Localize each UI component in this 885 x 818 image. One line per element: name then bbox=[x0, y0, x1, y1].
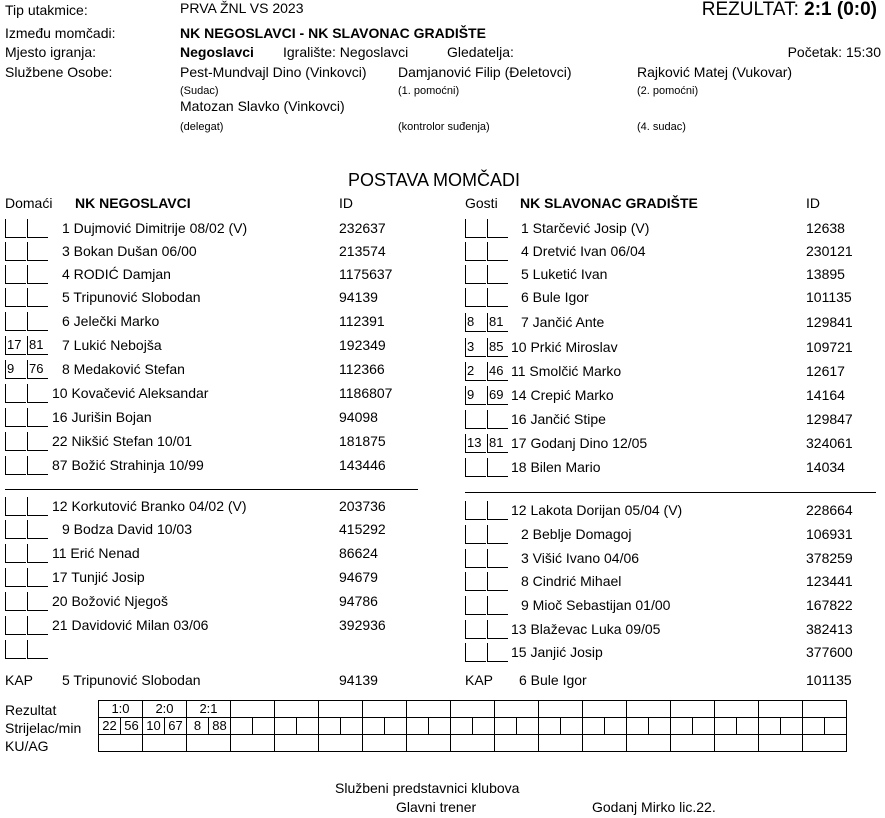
home-sub-in-box bbox=[5, 408, 26, 427]
official-role: (4. sudac) bbox=[637, 121, 686, 133]
scorer-cell bbox=[363, 718, 385, 735]
official-name: Rajković Matej (Vukovar) bbox=[637, 64, 793, 80]
scorer-cell bbox=[759, 718, 781, 735]
result-row-label: Rezultat bbox=[5, 702, 57, 718]
score-cell bbox=[671, 701, 715, 718]
away-sub-min-box: 69 bbox=[487, 386, 508, 405]
score-cell bbox=[363, 701, 407, 718]
start-time: Početak: 15:30 bbox=[787, 44, 881, 60]
away-sub-min-box bbox=[487, 525, 508, 544]
home-sub-in-box bbox=[5, 520, 26, 539]
away-player-name: 17 Godanj Dino 12/05 bbox=[511, 435, 648, 451]
home-sub-in-box bbox=[5, 288, 26, 307]
official-name: Matozan Slavko (Vinkovci) bbox=[180, 98, 345, 114]
scorer-cell bbox=[605, 718, 627, 735]
kuag-cell bbox=[539, 735, 583, 752]
home-player-name: 9 Bodza David 10/03 bbox=[62, 521, 192, 537]
home-player-name: 16 Jurišin Bojan bbox=[52, 409, 152, 425]
away-player-id: 14034 bbox=[806, 459, 845, 475]
home-sub-min-box bbox=[27, 456, 48, 475]
home-player-id: 94786 bbox=[339, 593, 378, 609]
result-label: REZULTAT: bbox=[701, 0, 799, 20]
kuag-cell bbox=[451, 735, 495, 752]
home-player-id: 181875 bbox=[339, 433, 386, 449]
home-player-id: 232637 bbox=[339, 220, 386, 236]
home-sub-in-box bbox=[5, 497, 26, 516]
scorer-cell bbox=[297, 718, 319, 735]
away-player-id: 378259 bbox=[806, 550, 853, 566]
away-sub-in-box bbox=[465, 242, 486, 261]
home-player-id: 392936 bbox=[339, 617, 386, 633]
away-player-id: 106931 bbox=[806, 526, 853, 542]
away-sub-min-box bbox=[487, 265, 508, 284]
away-sub-in-box bbox=[465, 219, 486, 238]
scorer-cell bbox=[319, 718, 341, 735]
official-role: (kontrolor suđenja) bbox=[398, 121, 490, 133]
home-sub-min-box: 76 bbox=[27, 360, 48, 379]
away-captain-id: 101135 bbox=[806, 672, 852, 688]
scorer-cell: 8 bbox=[187, 718, 209, 735]
score-cell bbox=[495, 701, 539, 718]
scorer-cell bbox=[671, 718, 693, 735]
kuag-cell bbox=[583, 735, 627, 752]
home-label: Domaći bbox=[5, 195, 53, 211]
home-player-id: 112366 bbox=[339, 361, 385, 377]
home-sub-min-box bbox=[27, 265, 48, 284]
home-player-id: 143446 bbox=[339, 457, 386, 473]
scorer-cell bbox=[781, 718, 803, 735]
official-name: Damjanović Filip (Đeletovci) bbox=[398, 64, 572, 80]
scorer-cell bbox=[715, 718, 737, 735]
away-player-id: 14164 bbox=[806, 387, 845, 403]
home-sub-in-box bbox=[5, 456, 26, 475]
away-player-name: 13 Blaževac Luka 09/05 bbox=[511, 621, 661, 637]
spectators: Gledatelja: bbox=[447, 44, 514, 60]
home-player-name: 20 Božović Njegoš bbox=[52, 593, 168, 609]
section-title: POSTAVA MOMČADI bbox=[348, 170, 521, 190]
home-sub-min-box bbox=[27, 520, 48, 539]
home-player-id: 1186807 bbox=[339, 385, 393, 401]
kuag-cell bbox=[99, 735, 143, 752]
home-sub-in-box bbox=[5, 312, 26, 331]
kuag-cell bbox=[759, 735, 803, 752]
official-name: Pest-Mundvajl Dino (Vinkovci) bbox=[180, 64, 367, 80]
kuag-row-label: KU/AG bbox=[5, 738, 49, 754]
score-cell: 2:1 bbox=[187, 701, 231, 718]
kuag-cell bbox=[275, 735, 319, 752]
home-player-name: 12 Korkutović Branko 04/02 (V) bbox=[52, 498, 247, 514]
away-player-name: 15 Janjić Josip bbox=[511, 644, 603, 660]
home-captain-id: 94139 bbox=[339, 672, 378, 688]
away-sub-min-box bbox=[487, 596, 508, 615]
away-sub-in-box: 3 bbox=[465, 338, 486, 357]
home-player-id: 86624 bbox=[339, 545, 378, 561]
officials-label: Službene Osobe: bbox=[5, 64, 113, 80]
kuag-cell bbox=[363, 735, 407, 752]
official-role: (1. pomoćni) bbox=[398, 85, 460, 97]
away-label: Gosti bbox=[465, 195, 498, 211]
home-sub-min-box bbox=[27, 616, 48, 635]
kuag-cell bbox=[231, 735, 275, 752]
away-sub-in-box: 2 bbox=[465, 362, 486, 381]
home-sub-min-box bbox=[27, 408, 48, 427]
home-player-name: 1 Dujmović Dimitrije 08/02 (V) bbox=[62, 220, 248, 236]
away-team-name: NK SLAVONAC GRADIŠTE bbox=[520, 195, 698, 211]
away-player-name: 5 Luketić Ivan bbox=[521, 266, 608, 282]
coach-label: Glavni trener bbox=[396, 799, 477, 815]
away-player-id: 129847 bbox=[806, 411, 853, 427]
away-sub-in-box bbox=[465, 596, 486, 615]
scorer-cell bbox=[451, 718, 473, 735]
kuag-cell bbox=[495, 735, 539, 752]
home-sub-min-box bbox=[27, 544, 48, 563]
away-sub-min-box bbox=[487, 620, 508, 639]
away-sub-in-box bbox=[465, 458, 486, 477]
home-sub-in-box bbox=[5, 568, 26, 587]
kuag-cell bbox=[319, 735, 363, 752]
scorer-cell bbox=[473, 718, 495, 735]
away-sub-min-box bbox=[487, 288, 508, 307]
scorer-cell bbox=[803, 718, 825, 735]
home-sub-min-box bbox=[27, 568, 48, 587]
results-table bbox=[98, 700, 847, 752]
away-player-name: 11 Smolčić Marko bbox=[511, 363, 622, 379]
home-player-name: 8 Medaković Stefan bbox=[62, 361, 185, 377]
home-player-name: 11 Erić Nenad bbox=[52, 545, 140, 561]
away-player-name: 18 Bilen Mario bbox=[511, 459, 601, 475]
match-type-label: Tip utakmice: bbox=[5, 2, 88, 18]
away-sub-in-box bbox=[465, 620, 486, 639]
home-captain-label: KAP bbox=[5, 672, 34, 688]
kuag-cell bbox=[627, 735, 671, 752]
match-type: PRVA ŽNL VS 2023 bbox=[180, 0, 304, 16]
score-cell bbox=[627, 701, 671, 718]
home-sub-in-box bbox=[5, 592, 26, 611]
scorer-cell bbox=[385, 718, 407, 735]
away-player-id: 13895 bbox=[806, 266, 845, 282]
scorer-cell bbox=[495, 718, 517, 735]
official-role: (2. pomoćni) bbox=[637, 85, 699, 97]
kuag-cell bbox=[803, 735, 847, 752]
home-sub-min-box bbox=[27, 432, 48, 451]
away-sub-in-box: 13 bbox=[465, 434, 486, 453]
away-sub-in-box bbox=[465, 643, 486, 662]
away-player-name: 14 Crepić Marko bbox=[511, 387, 614, 403]
away-sub-min-box bbox=[487, 219, 508, 238]
scorer-cell bbox=[407, 718, 429, 735]
away-player-id: 12617 bbox=[806, 363, 845, 379]
score-cell bbox=[715, 701, 759, 718]
away-sub-min-box bbox=[487, 572, 508, 591]
venue-label: Mjesto igranja: bbox=[5, 44, 97, 60]
home-sub-min-box bbox=[27, 384, 48, 403]
home-player-name: 10 Kovačević Aleksandar bbox=[52, 385, 209, 401]
between-teams: NK NEGOSLAVCI - NK SLAVONAC GRADIŠTE bbox=[180, 25, 486, 41]
scorer-row-label: Strijelac/min bbox=[5, 720, 82, 736]
scorer-cell bbox=[275, 718, 297, 735]
away-sub-min-box: 85 bbox=[487, 338, 508, 357]
away-player-name: 7 Jančić Ante bbox=[521, 314, 605, 330]
away-sub-in-box: 9 bbox=[465, 386, 486, 405]
home-player-id: 94139 bbox=[339, 289, 378, 305]
home-sub-in-box bbox=[5, 616, 26, 635]
score-cell bbox=[407, 701, 451, 718]
result-header bbox=[702, 0, 877, 21]
home-player-id: 203736 bbox=[339, 498, 386, 514]
away-player-id: 109721 bbox=[806, 339, 853, 355]
away-player-name: 4 Dretvić Ivan 06/04 bbox=[521, 243, 646, 259]
away-sub-min-box bbox=[487, 458, 508, 477]
scorer-cell bbox=[737, 718, 759, 735]
away-player-id: 230121 bbox=[806, 243, 853, 259]
away-sub-in-box bbox=[465, 501, 486, 520]
away-player-name: 6 Bule Igor bbox=[521, 289, 589, 305]
result-value: 2:1 (0:0) bbox=[804, 0, 877, 20]
home-player-id: 213574 bbox=[339, 243, 386, 259]
home-player-name: 3 Bokan Dušan 06/00 bbox=[62, 243, 197, 259]
home-divider bbox=[5, 489, 418, 490]
home-player-name: 4 RODIĆ Damjan bbox=[62, 266, 171, 282]
away-sub-in-box bbox=[465, 288, 486, 307]
scorer-cell bbox=[517, 718, 539, 735]
home-player-name: 6 Jelečki Marko bbox=[62, 313, 160, 329]
away-player-id: 101135 bbox=[806, 289, 852, 305]
scorer-cell bbox=[825, 718, 847, 735]
home-sub-min-box bbox=[27, 312, 48, 331]
away-player-name: 1 Starčević Josip (V) bbox=[521, 220, 650, 236]
kuag-cell bbox=[407, 735, 451, 752]
home-team-name: NK NEGOSLAVCI bbox=[75, 195, 191, 211]
away-player-name: 10 Prkić Miroslav bbox=[511, 339, 618, 355]
away-player-id: 377600 bbox=[806, 644, 853, 660]
away-sub-in-box: 8 bbox=[465, 313, 486, 332]
between-label: Između momčadi: bbox=[5, 25, 116, 41]
home-sub-in-box bbox=[5, 640, 26, 659]
home-sub-in-box bbox=[5, 544, 26, 563]
away-sub-min-box bbox=[487, 501, 508, 520]
home-sub-in-box bbox=[5, 384, 26, 403]
home-player-id: 112391 bbox=[339, 313, 385, 329]
away-sub-min-box bbox=[487, 549, 508, 568]
away-player-id: 12638 bbox=[806, 220, 845, 236]
score-cell bbox=[451, 701, 495, 718]
away-sub-in-box bbox=[465, 572, 486, 591]
score-cell bbox=[759, 701, 803, 718]
away-player-name: 3 Višić Ivano 04/06 bbox=[521, 550, 640, 566]
home-player-name: 17 Tunjić Josip bbox=[52, 569, 145, 585]
scorer-cell bbox=[583, 718, 605, 735]
kuag-cell bbox=[187, 735, 231, 752]
away-player-id: 129841 bbox=[806, 314, 853, 330]
club-representatives: Službeni predstavnici klubova bbox=[335, 780, 520, 796]
home-sub-in-box bbox=[5, 432, 26, 451]
home-sub-min-box bbox=[27, 592, 48, 611]
score-cell bbox=[803, 701, 847, 718]
home-player-id: 415292 bbox=[339, 521, 386, 537]
away-sub-in-box bbox=[465, 410, 486, 429]
score-cell bbox=[275, 701, 319, 718]
away-captain: 6 Bule Igor bbox=[519, 672, 587, 688]
away-player-id: 228664 bbox=[806, 502, 853, 518]
away-player-id: 167822 bbox=[806, 597, 853, 613]
away-player-id: 382413 bbox=[806, 621, 853, 637]
home-sub-in-box bbox=[5, 219, 26, 238]
scorer-cell: 56 bbox=[121, 718, 143, 735]
home-player-name: 5 Tripunović Slobodan bbox=[62, 289, 201, 305]
scorer-cell bbox=[253, 718, 275, 735]
scorer-cell bbox=[429, 718, 451, 735]
scorer-cell bbox=[231, 718, 253, 735]
home-player-name: 22 Nikšić Stefan 10/01 bbox=[52, 433, 193, 449]
home-player-name: 21 Davidović Milan 03/06 bbox=[52, 617, 209, 633]
score-cell bbox=[319, 701, 363, 718]
home-player-id: 94098 bbox=[339, 409, 378, 425]
score-cell: 2:0 bbox=[143, 701, 187, 718]
away-sub-in-box bbox=[465, 525, 486, 544]
away-sub-min-box: 46 bbox=[487, 362, 508, 381]
home-sub-min-box bbox=[27, 242, 48, 261]
pitch: Igralište: Negoslavci bbox=[283, 44, 409, 60]
kuag-cell bbox=[671, 735, 715, 752]
away-sub-min-box bbox=[487, 242, 508, 261]
home-player-id: 94679 bbox=[339, 569, 378, 585]
away-player-name: 12 Lakota Dorijan 05/04 (V) bbox=[511, 502, 683, 518]
home-sub-min-box bbox=[27, 288, 48, 307]
home-sub-in-box: 9 bbox=[5, 360, 26, 379]
scorer-cell: 10 bbox=[143, 718, 165, 735]
home-player-id: 1175637 bbox=[339, 266, 393, 282]
away-player-name: 2 Beblje Domagoj bbox=[521, 526, 632, 542]
official-role: (delegat) bbox=[180, 121, 224, 133]
scorer-cell bbox=[341, 718, 363, 735]
away-sub-min-box: 81 bbox=[487, 313, 508, 332]
coach-name: Godanj Mirko lic.22. bbox=[592, 799, 716, 815]
scorer-cell: 22 bbox=[99, 718, 121, 735]
away-sub-min-box bbox=[487, 410, 508, 429]
home-player-id: 192349 bbox=[339, 337, 386, 353]
home-sub-in-box bbox=[5, 265, 26, 284]
home-sub-min-box bbox=[27, 497, 48, 516]
scorer-cell: 67 bbox=[165, 718, 187, 735]
score-cell bbox=[231, 701, 275, 718]
away-captain-label: KAP bbox=[465, 672, 494, 688]
away-player-name: 8 Cindrić Mihael bbox=[521, 573, 622, 589]
scorer-cell bbox=[693, 718, 715, 735]
home-sub-min-box: 81 bbox=[27, 336, 48, 355]
away-player-name: 9 Mioč Sebastijan 01/00 bbox=[521, 597, 671, 613]
scorer-cell bbox=[539, 718, 561, 735]
home-id-header: ID bbox=[339, 195, 353, 211]
kuag-cell bbox=[143, 735, 187, 752]
home-sub-min-box bbox=[27, 219, 48, 238]
home-sub-min-box bbox=[27, 640, 48, 659]
score-cell bbox=[583, 701, 627, 718]
home-sub-in-box bbox=[5, 242, 26, 261]
away-sub-in-box bbox=[465, 549, 486, 568]
scorer-cell bbox=[561, 718, 583, 735]
home-captain: 5 Tripunović Slobodan bbox=[62, 672, 201, 688]
home-player-name: 7 Lukić Nebojša bbox=[62, 337, 162, 353]
venue: Negoslavci bbox=[180, 44, 254, 60]
home-sub-in-box: 17 bbox=[5, 336, 26, 355]
away-divider bbox=[465, 492, 876, 493]
score-cell: 1:0 bbox=[99, 701, 143, 718]
away-id-header: ID bbox=[806, 195, 820, 211]
away-sub-min-box: 81 bbox=[487, 434, 508, 453]
away-player-name: 16 Jančić Stipe bbox=[511, 411, 606, 427]
away-player-id: 123441 bbox=[806, 573, 853, 589]
official-role: (Sudac) bbox=[180, 85, 219, 97]
kuag-cell bbox=[715, 735, 759, 752]
scorer-cell bbox=[627, 718, 649, 735]
away-sub-in-box bbox=[465, 265, 486, 284]
scorer-cell bbox=[649, 718, 671, 735]
home-player-name: 87 Božić Strahinja 10/99 bbox=[52, 457, 204, 473]
scorer-cell: 88 bbox=[209, 718, 231, 735]
away-player-id: 324061 bbox=[806, 435, 853, 451]
away-sub-min-box bbox=[487, 643, 508, 662]
score-cell bbox=[539, 701, 583, 718]
